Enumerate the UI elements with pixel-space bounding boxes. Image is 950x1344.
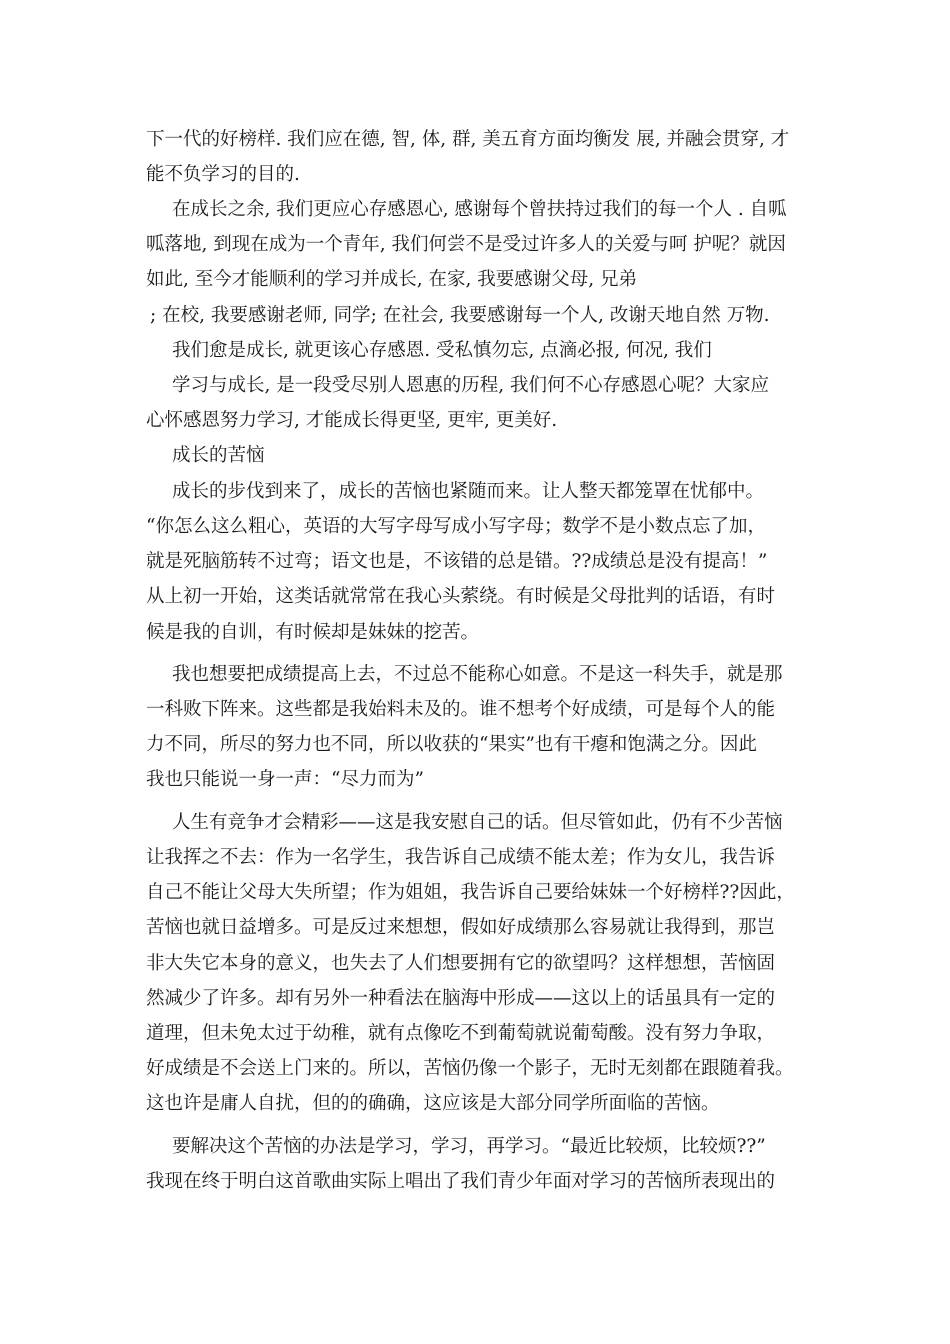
text-line: 这也许是庸人自扰，但的的确确，这应该是大部分同学所面临的苦恼。	[146, 1093, 720, 1114]
paragraph-start-line: 学习与成长, 是一段受尽别人恩惠的历程, 我们何不心存感恩心呢？大家应	[172, 375, 770, 396]
text-line: 如此, 至今才能顺利的学习并成长, 在家, 我要感谢父母, 兄弟	[146, 269, 638, 290]
text-line: 从上初一开始，这类话就常常在我心头萦绕。有时候是父母批判的话语，有时	[146, 586, 776, 607]
paragraph-start-line: 成长的步伐到来了，成长的苦恼也紧随而来。让人整天都笼罩在忧郁中。	[172, 481, 765, 502]
text-line: 呱落地, 到现在成为一个青年, 我们何尝不是受过许多人的关爱与呵 护呢？就因	[146, 234, 786, 255]
text-line: 就是死脑筋转不过弯；语文也是，不该错的总是错。??成绩总是没有提高！”	[146, 551, 768, 572]
text-line: 下一代的好榜样. 我们应在德, 智, 体, 群, 美五育方面均衡发 展, 并融会贯穿, 才	[146, 129, 790, 150]
text-line: 我也只能说一身一声：“尽力而为”	[146, 769, 424, 790]
text-line: 好成绩是不会送上门来的。所以，苦恼仍像一个影子，无时无刻都在跟随着我。	[146, 1058, 794, 1079]
text-line: 能不负学习的目的.	[146, 164, 300, 185]
text-line: “你怎么这么粗心，英语的大写字母写成小写字母；数学不是小数点忘了加，	[146, 516, 766, 537]
text-line: 自己不能让父母大失所望；作为姐姐，我告诉自己要给妹妹一个好榜样??因此，	[146, 882, 795, 903]
text-line: 我现在终于明白这首歌曲实际上唱出了我们青少年面对学习的苦恼所表现出的	[146, 1171, 776, 1192]
text-line: 然减少了许多。却有另外一种看法在脑海中形成——这以上的话虽具有一定的	[146, 988, 776, 1009]
text-line: 一科败下阵来。这些都是我始料未及的。谁不想考个好成绩，可是每个人的能	[146, 699, 776, 720]
paragraph-start-line: 人生有竞争才会精彩——这是我安慰自己的话。但尽管如此，仍有不少苦恼	[172, 812, 783, 833]
text-line: 非大失它本身的意义，也失去了人们想要拥有它的欲望吗？这样想想，苦恼固	[146, 953, 776, 974]
text-line: 让我挥之不去：作为一名学生，我告诉自己成绩不能太差；作为女儿，我告诉	[146, 847, 776, 868]
paragraph-start-line: 在成长之余, 我们更应心存感恩心, 感谢每个曾扶持过我们的每一个人 . 自呱	[172, 199, 787, 220]
paragraph-start-line: 我也想要把成绩提高上去，不过总不能称心如意。不是这一科失手，就是那	[172, 664, 783, 685]
text-line: ; 在校, 我要感谢老师, 同学; 在社会, 我要感谢每一个人, 改谢天地自然 万物.	[150, 305, 770, 326]
text-line: 心怀感恩努力学习, 才能成长得更坚, 更牢, 更美好.	[146, 410, 558, 431]
text-line: 候是我的自训，有时候却是妹妹的挖苦。	[146, 622, 480, 643]
text-line: 力不同，所尽的努力也不同，所以收获的“果实”也有干瘪和饱满之分。因此	[146, 734, 757, 755]
section-heading: 成长的苦恼	[172, 445, 265, 466]
text-line: 道理，但未免太过于幼稚，就有点像吃不到葡萄就说葡萄酸。没有努力争取，	[146, 1023, 776, 1044]
text-line: 苦恼也就日益增多。可是反过来想想，假如好成绩那么容易就让我得到，那岂	[146, 917, 776, 938]
paragraph-start-line: 要解决这个苦恼的办法是学习，学习，再学习。“最近比较烦，比较烦??”	[172, 1136, 766, 1157]
paragraph-start-line: 我们愈是成长, 就更该心存感恩. 受私慎勿忘, 点滴必报, 何况, 我们	[172, 340, 712, 361]
